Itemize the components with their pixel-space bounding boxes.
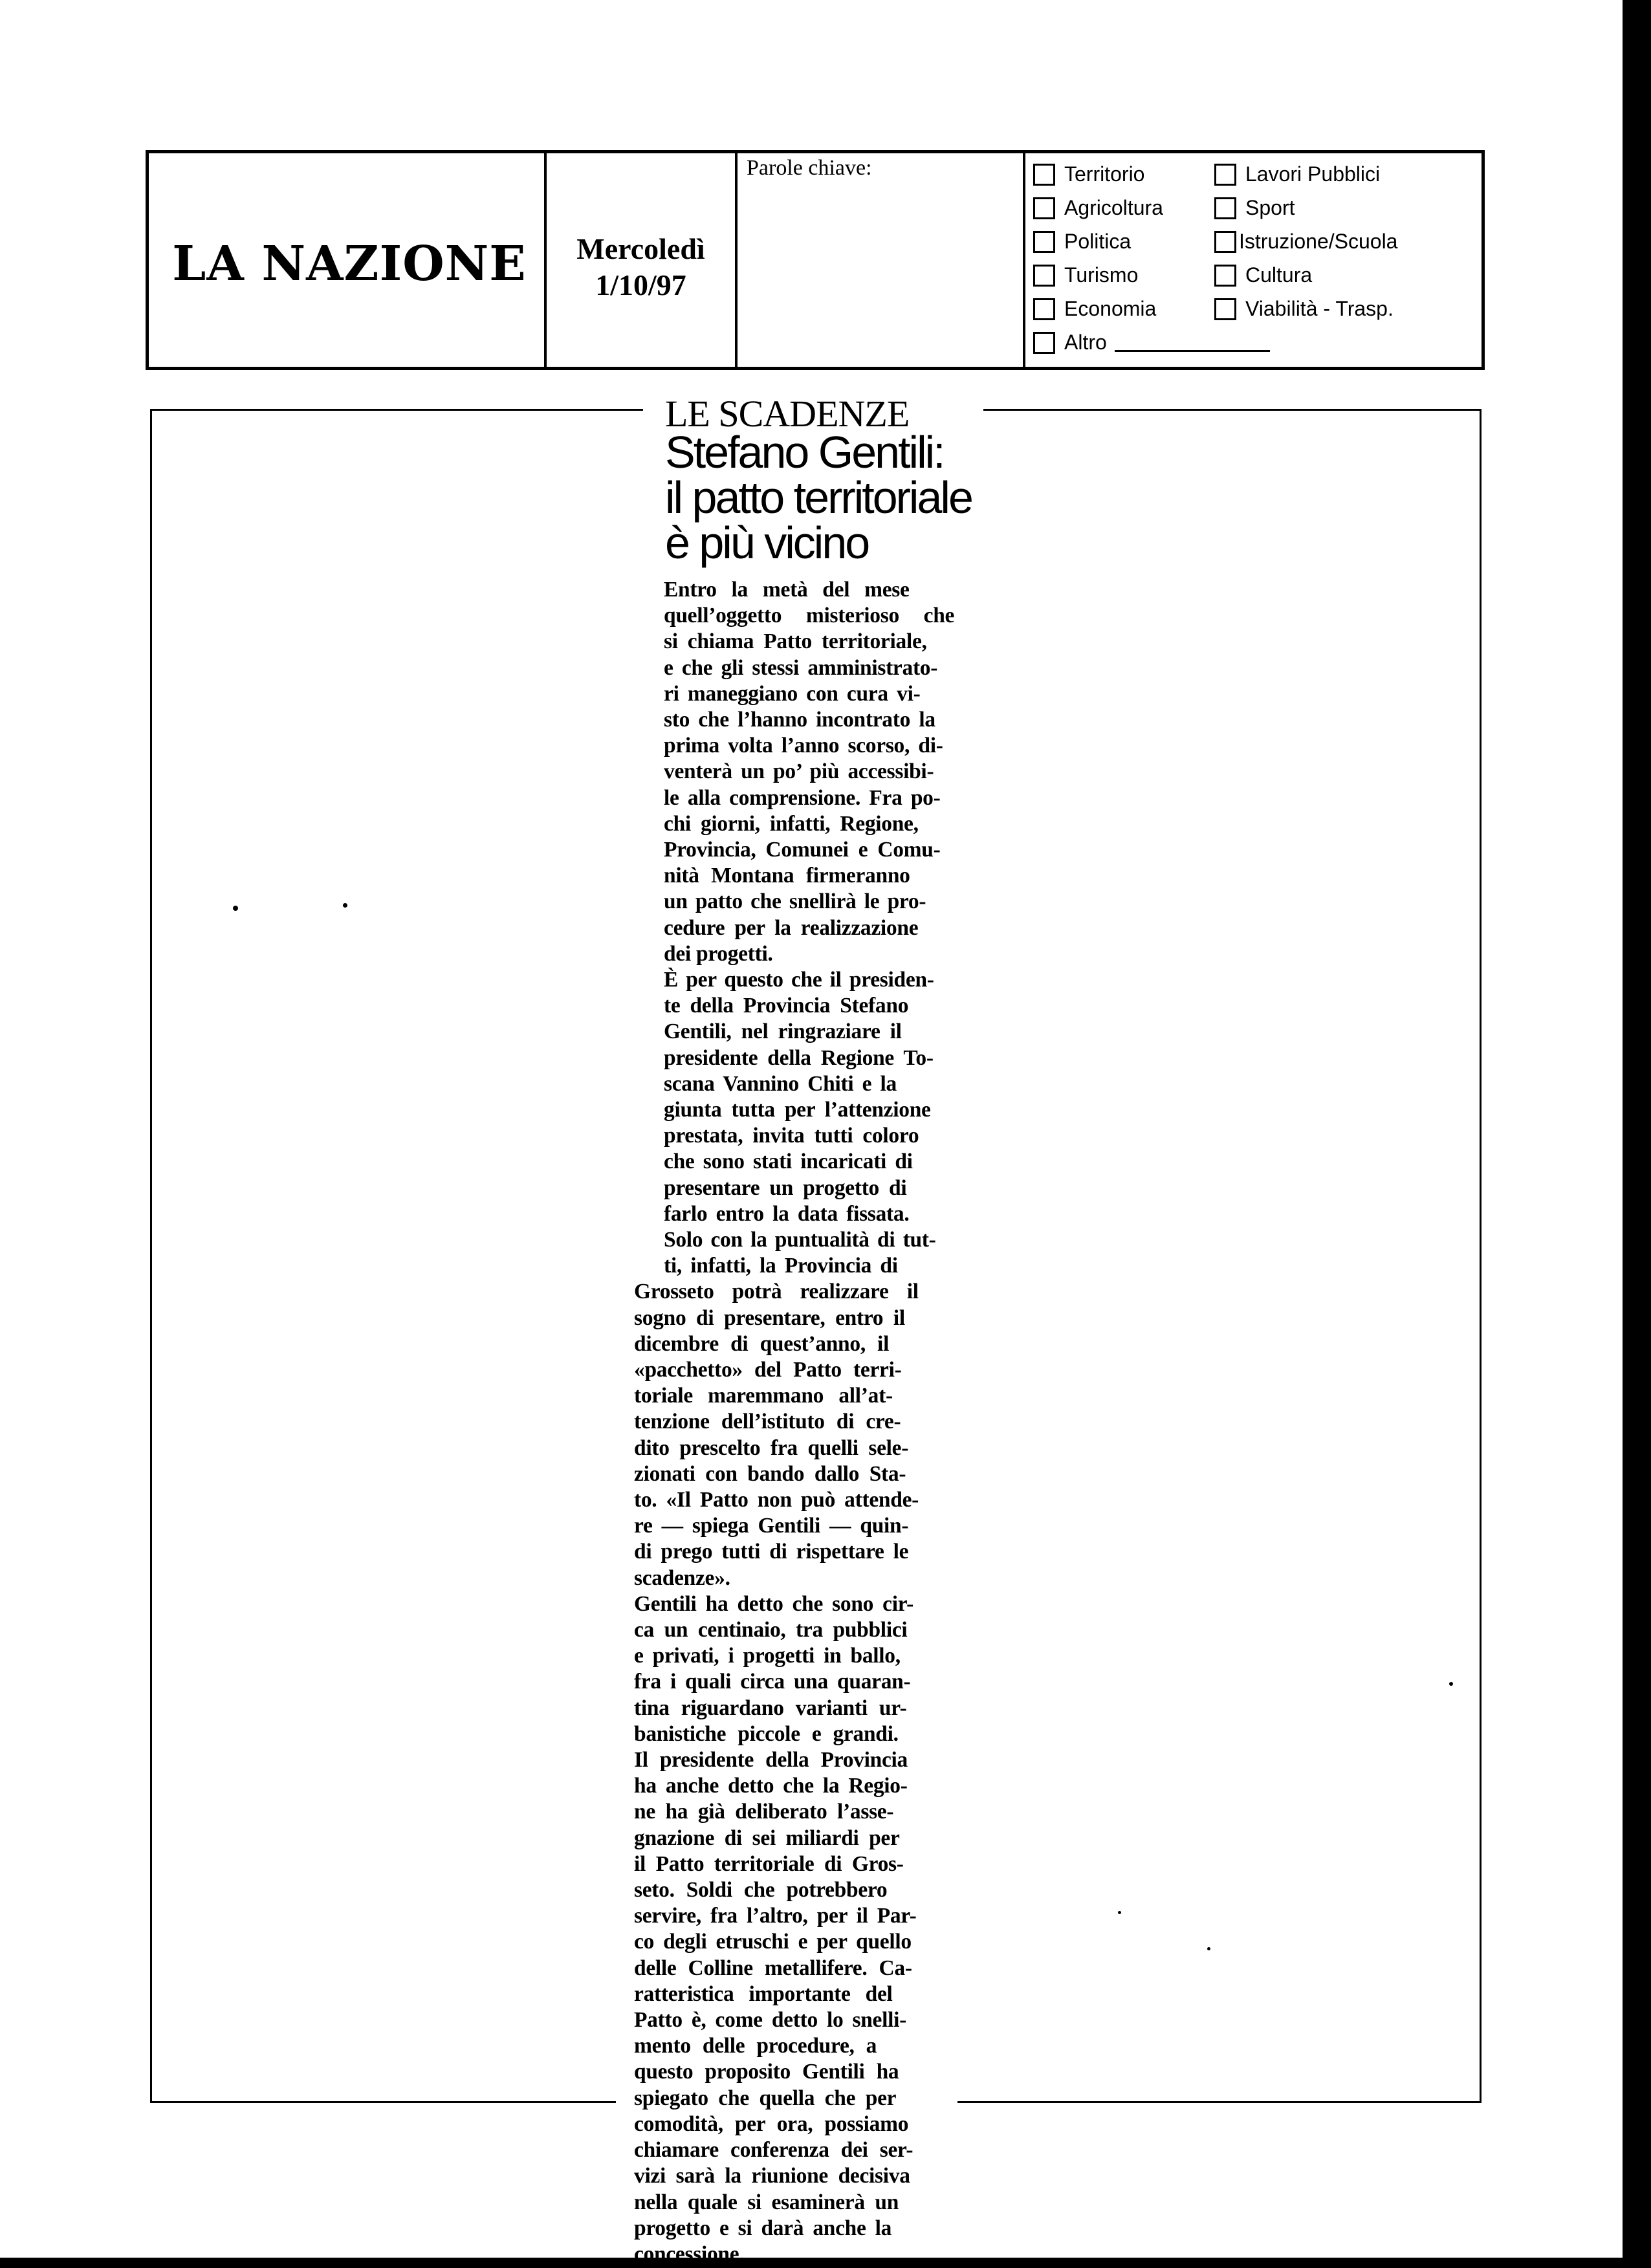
article-body-line: Entro la metà del mese [664,578,910,602]
headline-line: il patto territoriale [665,472,972,523]
article-body-line: ca un centinaio, tra pubblici [634,1618,908,1642]
article-body-line: un patto che snellirà le pro- [664,889,926,914]
frame-line-right [1480,409,1482,2102]
checkbox[interactable] [1214,164,1236,186]
article-body-line: nella quale si esaminerà un [634,2190,899,2214]
article-body-line: presentare un progetto di [664,1175,907,1200]
article-body-line: delle Colline metallifere. Ca- [634,1956,912,1980]
article-body-line: fra i quali circa una quaran- [634,1670,911,1694]
article-body-line: gnazione di sei miliardi per [634,1826,900,1850]
article-body-line: zionati con bando dallo Sta- [634,1461,906,1486]
article-body-line: vizi sarà la riunione decisiva [634,2164,910,2188]
article-body-line: Solo con la puntualità di tut- [664,1228,936,1252]
article-body-line: mento delle procedure, a [634,2034,877,2058]
category-agricoltura[interactable]: Agricoltura [1033,196,1163,220]
article-body-line: e privati, i progetti in ballo, [634,1644,901,1668]
date-cell [547,153,738,367]
frame-line-top-right [983,409,1482,411]
keywords-label: Parole chiave: [747,156,872,180]
article-body-lower [634,1279,919,2267]
article-body-line: ha anche detto che la Regio- [634,1774,908,1798]
article-body-line: Gentili ha detto che sono cir- [634,1591,913,1616]
article-body-line: prima volta l’anno scorso, di- [664,734,943,758]
newspaper-name: LA NAZIONE [172,236,527,292]
keywords-cell [738,153,1025,367]
scan-speck [233,906,238,911]
article-body-line: seto. Soldi che potrebbero [634,1878,888,1903]
article-body-line: Il presidente della Provincia [634,1748,908,1772]
article-body-line: progetto e si darà anche la [634,2216,892,2240]
article-body-line: ti, infatti, la Provincia di [664,1254,898,1278]
article-body-line: toriale maremmano all’at- [634,1384,893,1408]
category-istruzione-scuola[interactable]: Istruzione/Scuola [1214,230,1397,254]
article-body-line: dicembre di quest’anno, il [634,1331,890,1356]
category-lavori-pubblici[interactable]: Lavori Pubblici [1214,162,1380,186]
article-body-line: cedure per la realizzazione [664,915,919,940]
article-body-line: dito prescelto fra quelli sele- [634,1435,909,1460]
article-body-line: e che gli stessi amministrato- [664,655,938,680]
category-politica[interactable]: Politica [1033,230,1131,254]
frame-line-bottom-left [150,2101,616,2103]
article-kicker: LE SCADENZE [665,393,910,435]
article-body-line: ne ha già deliberato l’asse- [634,1800,894,1824]
article-body-line: dei progetti. [664,941,773,966]
article-body-line: venterà un po’ più accessibi- [664,759,934,784]
article-body-line: scadenze». [634,1565,730,1590]
article-body-line: le alla comprensione. Fra po- [664,785,941,810]
checkbox[interactable] [1214,298,1236,320]
article-body-line: quell’oggetto misterioso che [664,604,955,628]
category-viabilita[interactable]: Viabilità - Trasp. [1214,297,1394,321]
article-body-line: «pacchetto» del Patto terri- [634,1358,902,1382]
category-turismo[interactable]: Turismo [1033,263,1138,287]
frame-line-bottom-right [957,2101,1482,2103]
article-body-line: il Patto territoriale di Gros- [634,1851,904,1876]
article-body-line: chiamare conferenza dei ser- [634,2138,913,2163]
newspaper-cell [149,153,547,367]
weekday: Mercoledì [576,232,705,265]
scan-edge-right [1623,0,1651,2268]
category-altro[interactable]: Altro [1033,331,1270,354]
article-body-line: comodità, per ora, possiamo [634,2111,909,2136]
article-body-line: ratteristica importante del [634,1981,893,2006]
article-body-line: farlo entro la data fissata. [664,1201,910,1226]
article-body-line: re — spiega Gentili — quin- [634,1514,909,1538]
category-economia[interactable]: Economia [1033,297,1156,321]
date: 1/10/97 [595,268,686,301]
article-body-line: questo proposito Gentili ha [634,2060,899,2084]
article-body-line: sto che l’hanno incontrato la [664,708,935,732]
article-body-upper [664,577,954,1279]
article-body-line: concessione. [634,2241,745,2266]
article-body-line: È per questo che il presiden- [664,968,934,992]
checkbox[interactable] [1033,298,1055,320]
article-body-line: Gentili, nel ringraziare il [664,1020,902,1044]
article-body-line: tina riguardano varianti ur- [634,1696,907,1720]
article-body-line: te della Provincia Stefano [664,994,909,1018]
checkbox[interactable] [1214,197,1236,219]
categories-cell [1025,153,1482,367]
scan-speck [343,903,347,908]
article-body-line: Patto è, come detto lo snelli- [634,2008,907,2033]
headline-line: Stefano Gentili: [665,427,944,477]
article-body-line: scana Vannino Chiti e la [664,1071,897,1096]
article-body-line: presidente della Regione To- [664,1045,934,1070]
checkbox[interactable] [1033,231,1055,253]
article-body-line: Provincia, Comunei e Comu- [664,838,941,862]
article-body-line: si chiama Patto territoriale, [664,629,927,654]
article-body-line: ri maneggiano con cura vi- [664,681,921,706]
article-body-line: co degli etruschi e per quello [634,1930,912,1954]
frame-line-left [150,409,152,2102]
article-body-line: sogno di presentare, entro il [634,1305,905,1330]
article-headline [665,427,989,568]
article-body-line: servire, fra l’altro, per il Par- [634,1904,917,1928]
article-body-line: spiegato che quella che per [634,2086,897,2110]
article-body-line: chi giorni, infatti, Regione, [664,811,919,836]
article-body-line: banistiche piccole e grandi. [634,1721,899,1746]
checkbox[interactable] [1033,265,1055,287]
article-body-line: to. «Il Patto non può attende- [634,1488,919,1512]
checkbox[interactable] [1033,197,1055,219]
checkbox[interactable] [1214,265,1236,287]
scan-speck [1118,1911,1121,1914]
article-body-line: nità Montana firmeranno [664,864,910,888]
category-territorio[interactable]: Territorio [1033,162,1144,186]
article-body-line: tenzione dell’istituto di cre- [634,1410,901,1434]
category-cultura[interactable]: Cultura [1214,263,1312,287]
article-body-line: che sono stati incaricati di [664,1150,913,1174]
scan-speck [1449,1682,1453,1686]
frame-line-top-left [150,409,643,411]
headline-line: è più vicino [665,518,869,568]
altro-input-line[interactable] [1115,333,1270,352]
scan-speck [1207,1947,1210,1950]
checkbox[interactable] [1033,332,1055,354]
checkbox[interactable] [1033,164,1055,186]
article-body-line: Grosseto potrà realizzare il [634,1280,919,1304]
date-block [547,231,735,303]
clipping-header [146,150,1485,370]
checkbox[interactable] [1214,231,1236,253]
article-body-line: di prego tutti di rispettare le [634,1540,909,1564]
category-sport[interactable]: Sport [1214,196,1295,220]
article-body-line: giunta tutta per l’attenzione [664,1098,931,1122]
article-body-line: prestata, invita tutti coloro [664,1124,919,1148]
